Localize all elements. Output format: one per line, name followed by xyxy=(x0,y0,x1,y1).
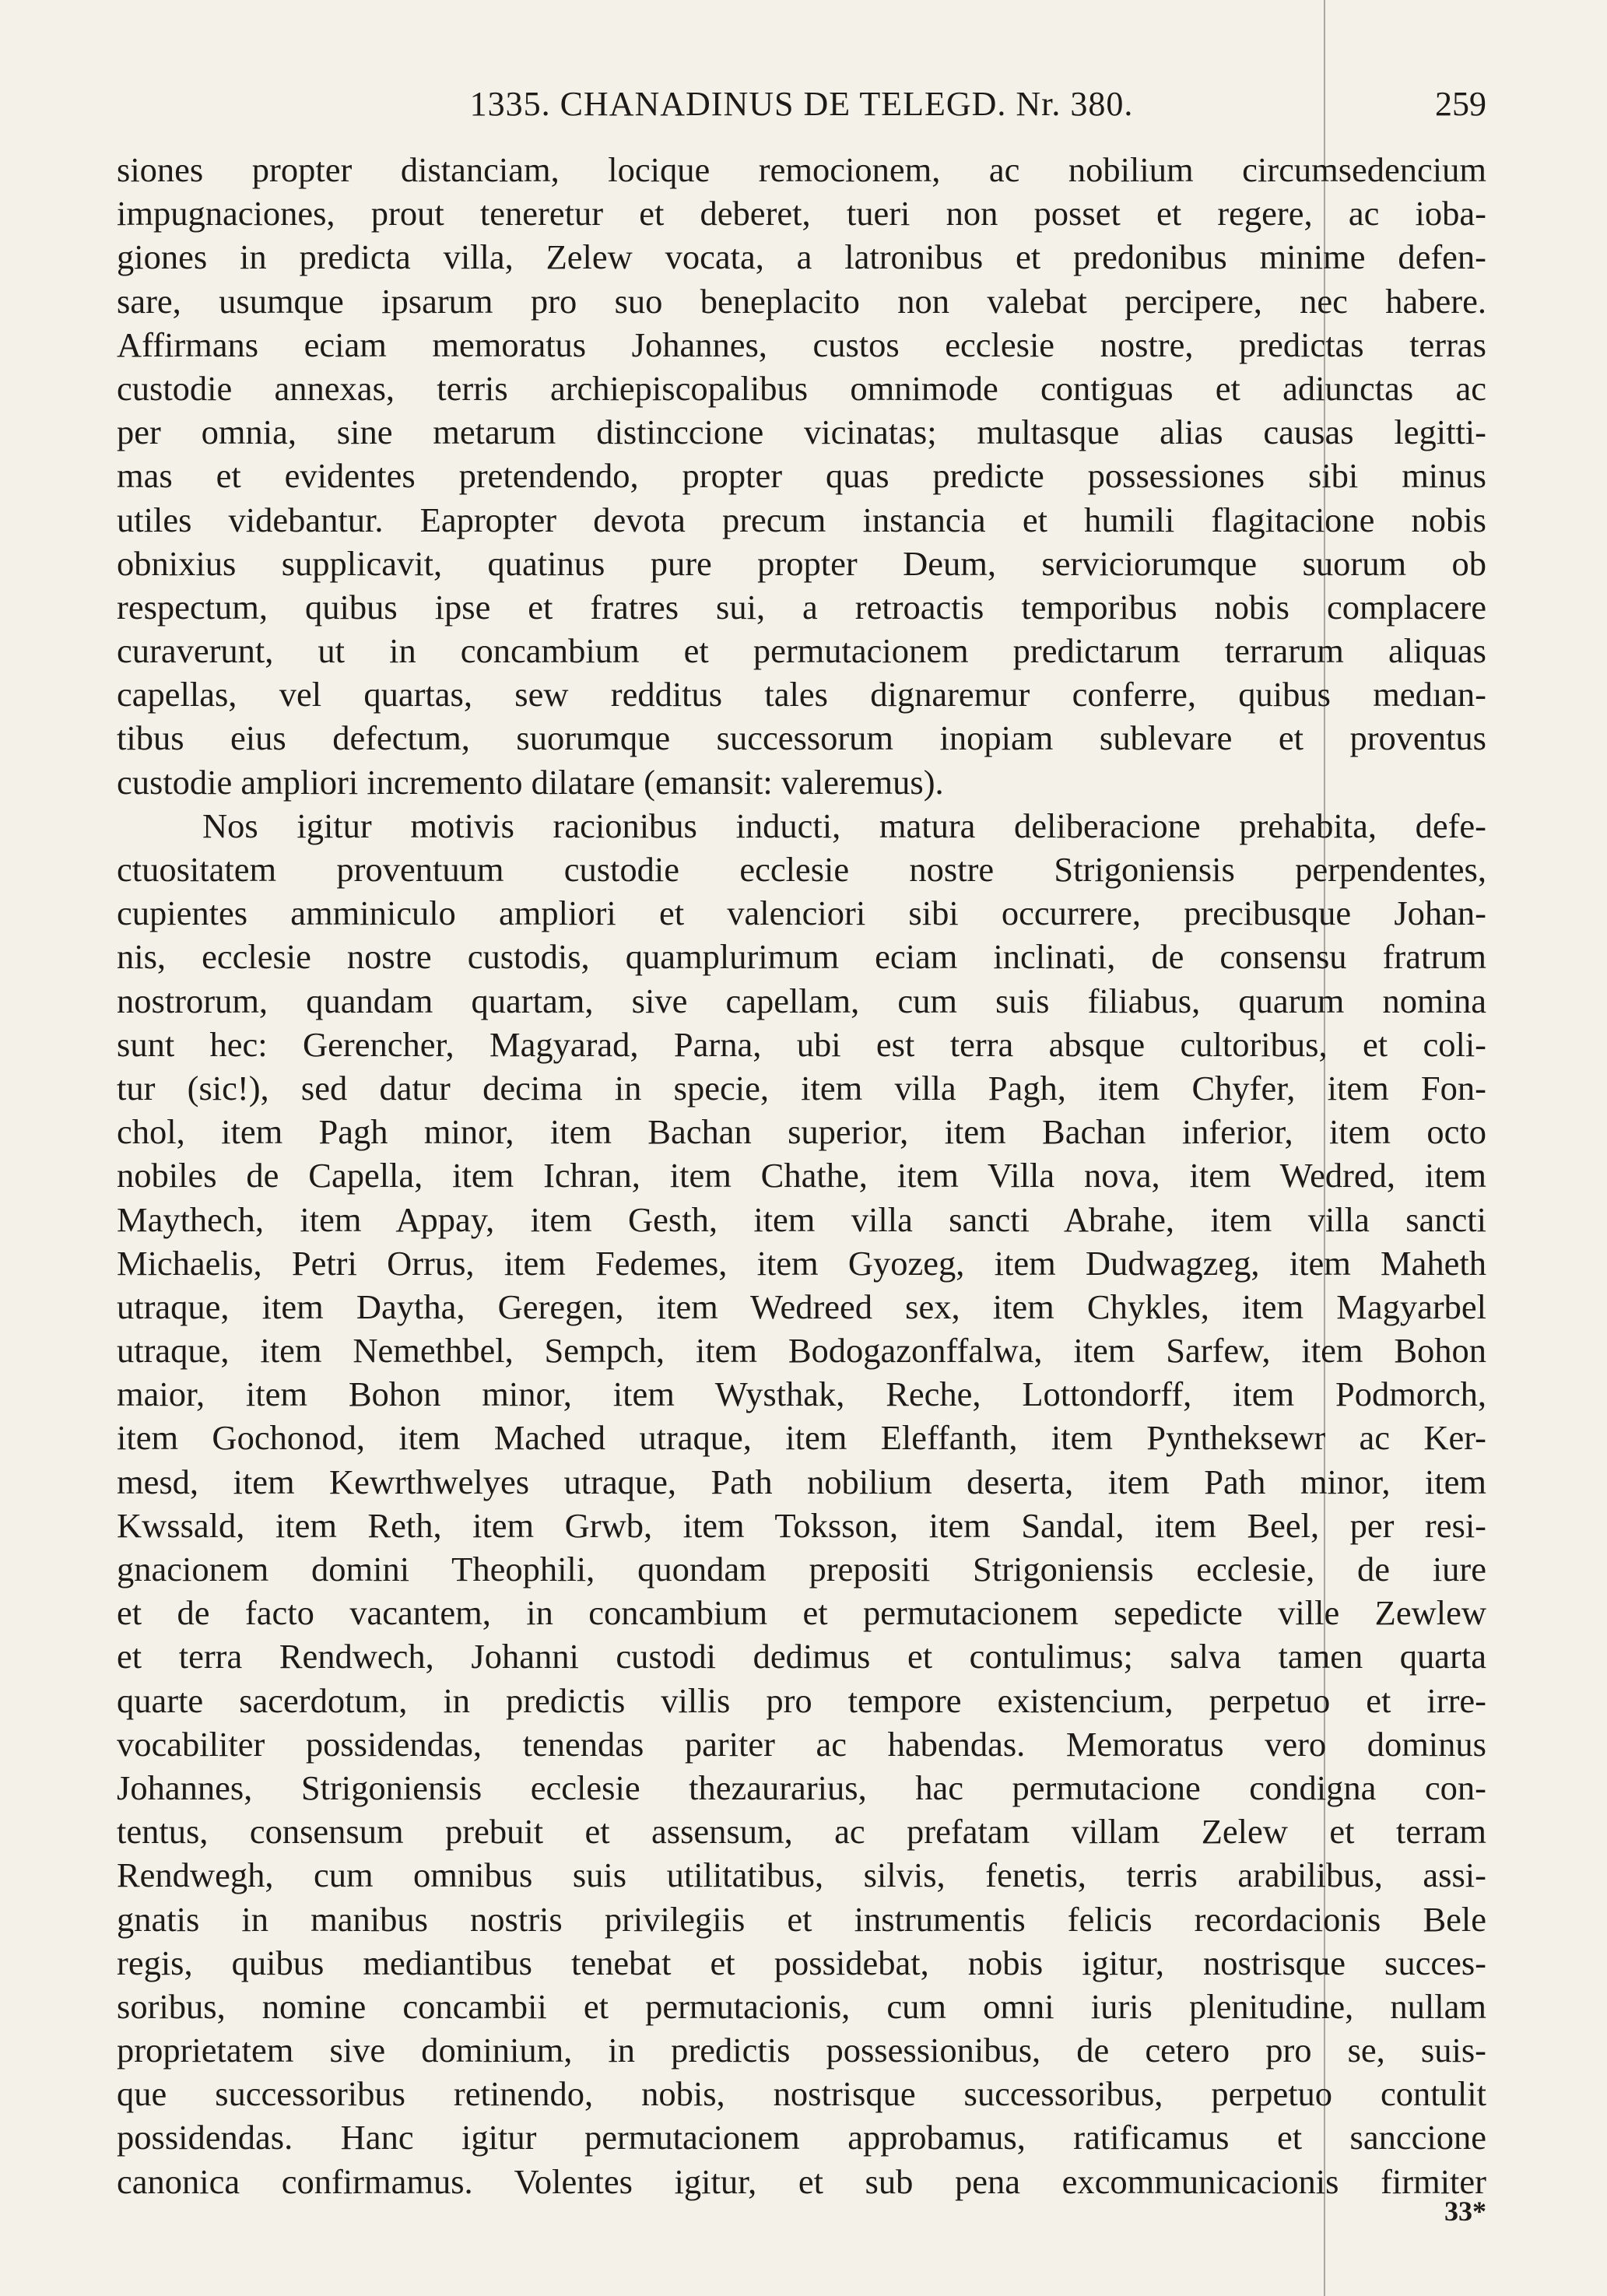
text-line: custodie ampliori incremento dilatare (emansit: valeremus). xyxy=(117,762,944,802)
text-line: obnixius supplicavit, quatinus pure propter Deum, serviciorumque suorum ob xyxy=(117,543,1486,583)
text-line: Rendwegh, cum omnibus suis utilitatibus, silvis, fenetis, terris arabilibus, assi- xyxy=(117,1855,1486,1895)
text-line: Johannes, Strigoniensis ecclesie thezaurarius, hac permutacione condigna con- xyxy=(117,1768,1486,1807)
text-line: gnacionem domini Theophili, quondam prepositi Strigoniensis ecclesie, de iure xyxy=(117,1550,1486,1589)
text-line: maior, item Bohon minor, item Wysthak, Reche, Lottondorff, item Podmorch, xyxy=(117,1374,1486,1414)
page-number: 259 xyxy=(1435,85,1486,123)
text-line: custodie annexas, terris archiepiscopalibus omnimode contiguas et adiunctas ac xyxy=(117,368,1486,408)
text-line: utraque, item Daytha, Geregen, item Wedreed sex, item Chykles, item Magyarbel xyxy=(117,1287,1486,1326)
text-line: utiles videbantur. Eapropter devota precum instancia et humili flagitacione nobis xyxy=(117,500,1486,539)
text-line: Michaelis, Petri Orrus, item Fedemes, item Gyozeg, item Dudwagzeg, item Maheth xyxy=(117,1243,1486,1283)
text-line: capellas, vel quartas, sew redditus tales dignaremur conferre, quibus medıan- xyxy=(117,675,1486,714)
text-line: quarte sacerdotum, in predictis villis pro tempore existencium, perpetuo et irre- xyxy=(117,1680,1486,1720)
text-line: regis, quibus mediantibus tenebat et possidebat, nobis igitur, nostrisque succes- xyxy=(117,1943,1486,1982)
text-line: tibus eius defectum, suorumque successorum inopiam sublevare et proventus xyxy=(117,718,1486,758)
text-line: sunt hec: Gerencher, Magyarad, Parna, ubi est terra absque cultoribus, et coli- xyxy=(117,1024,1486,1064)
text-line: nis, ecclesie nostre custodis, quamplurimum eciam inclinati, de consensu fratrum xyxy=(117,937,1486,977)
text-line: soribus, nomine concambii et permutacionis, cum omni iuris plenitudine, nullam xyxy=(117,1986,1486,2026)
text-line: canonica confirmamus. Volentes igitur, et sub pena excommunicacionis firmiter xyxy=(117,2161,1486,2201)
text-line: mesd, item Kewrthwelyes utraque, Path nobilium deserta, item Path minor, item xyxy=(117,1462,1486,1501)
text-line: respectum, quibus ipse et fratres sui, a retroactis temporibus nobis complacere xyxy=(117,587,1486,627)
text-line: et de facto vacantem, in concambium et permutacionem sepedicte ville Zewlew xyxy=(117,1593,1486,1633)
text-line: curaverunt, ut in concambium et permutacionem predictarum terrarum aliquas xyxy=(117,631,1486,671)
text-line: chol, item Pagh minor, item Bachan superior, item Bachan inferior, item octo xyxy=(117,1112,1486,1152)
text-line: tentus, consensum prebuit et assensum, ac prefatam villam Zelew et terram xyxy=(117,1812,1486,1852)
header-title: 1335. CHANADINUS DE TELEGD. Nr. 380. xyxy=(469,85,1134,123)
document-body xyxy=(117,148,1486,2203)
text-line: Maythech, item Appay, item Gesth, item villa sancti Abrahe, item villa sancti xyxy=(117,1199,1486,1239)
text-line: proprietatem sive dominium, in predictis possessionibus, de cetero pro se, suis- xyxy=(117,2031,1486,2070)
text-line: per omnia, sine metarum distinccione vicinatas; multasque alias causas legitti- xyxy=(117,413,1486,452)
text-line: cupientes amminiculo ampliori et valenciori sibi occurrere, precibusque Johan- xyxy=(117,893,1486,933)
running-header xyxy=(117,84,1486,131)
text-line: tur (sic!), sed datur decima in specie, item villa Pagh, item Chyfer, item Fon- xyxy=(117,1068,1486,1108)
text-line: nostrorum, quandam quartam, sive capellam, cum suis filiabus, quarum nomina xyxy=(117,981,1486,1020)
text-line: et terra Rendwech, Johanni custodi dedimus et contulimus; salva tamen quarta xyxy=(117,1637,1486,1676)
text-line: vocabiliter possidendas, tenendas pariter ac habendas. Memoratus vero dominus xyxy=(117,1724,1486,1764)
text-line: sare, usumque ipsarum pro suo beneplacito non valebat percipere, nec habere. xyxy=(117,281,1486,321)
text-line: mas et evidentes pretendendo, propter quas predicte possessiones sibi minus xyxy=(117,456,1486,496)
text-line: impugnaciones, prout teneretur et deberet, tueri non posset et regere, ac ioba- xyxy=(117,194,1486,233)
text-line: siones propter distanciam, locique remocionem, ac nobilium circumsedencium xyxy=(117,150,1486,189)
text-line: Affirmans eciam memoratus Johannes, custos ecclesie nostre, predictas terras xyxy=(117,325,1486,364)
text-line: que successoribus retinendo, nobis, nostrisque successoribus, perpetuo contulit xyxy=(117,2074,1486,2114)
text-line: Nos igitur motivis racionibus inducti, matura deliberacione prehabita, defe- xyxy=(202,806,1486,845)
text-line: nobiles de Capella, item Ichran, item Chathe, item Villa nova, item Wedred, item xyxy=(117,1156,1486,1195)
text-line: Kwssald, item Reth, item Grwb, item Toksson, item Sandal, item Beel, per resi- xyxy=(117,1505,1486,1545)
text-line: ctuositatem proventuum custodie ecclesie nostre Strigoniensis perpendentes, xyxy=(117,850,1486,889)
text-line: gnatis in manibus nostris privilegiis et instrumentis felicis recordacionis Bele xyxy=(117,1899,1486,1939)
text-line: utraque, item Nemethbel, Sempch, item Bodogazonffalwa, item Sarfew, item Bohon xyxy=(117,1331,1486,1371)
text-line: giones in predicta villa, Zelew vocata, a latronibus et predonibus minime defen- xyxy=(117,237,1486,277)
signature-mark: 33* xyxy=(1444,2196,1486,2227)
text-line: possidendas. Hanc igitur permutacionem approbamus, ratificamus et sanccione xyxy=(117,2118,1486,2157)
text-line: item Gochonod, item Mached utraque, item Eleffanth, item Pyntheksewr ac Ker- xyxy=(117,1418,1486,1458)
